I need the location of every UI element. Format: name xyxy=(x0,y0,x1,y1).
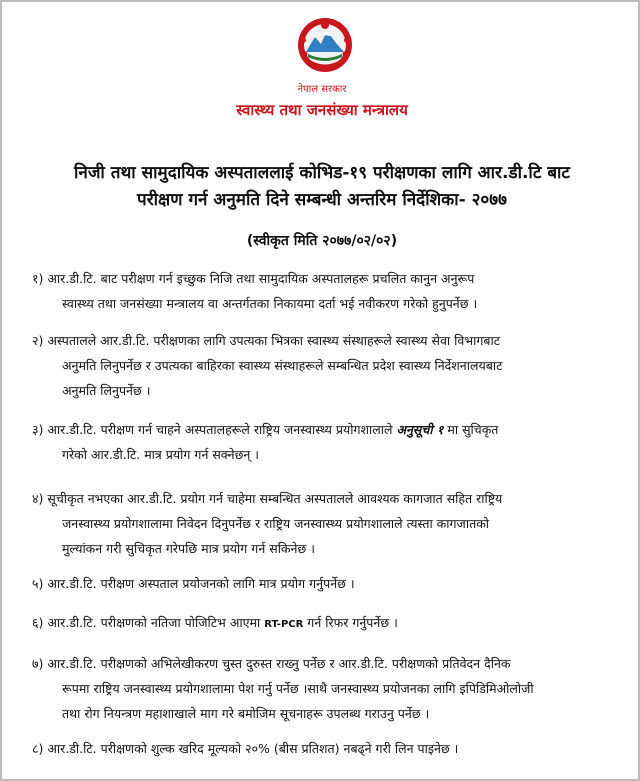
list-item-3 xyxy=(32,417,592,467)
list-item-number: २) xyxy=(32,333,44,348)
list-item-line xyxy=(32,486,592,511)
approved-date: (स्वीकृत मिति २०७७/०२/०२) xyxy=(246,233,398,249)
list-item-text: गरेको आर.डी.टि. मात्र प्रयोग गर्न सक्नेछन् । xyxy=(62,447,259,462)
list-item-text: जनस्वास्थ्य प्रयोगशालामा निवेदन दिनुपर्नेछ र राष्ट्रिय जनस्वास्थ्य प्रयोगशालाले त्यस्ता कागजातको xyxy=(62,516,490,531)
list-item-text: आर.डी.टि. परीक्षणको अभिलेखीकरण चुस्त दुरुस्त राख्नु पर्नेछ र आर.डी.टि. परीक्षणको प्रतिवेदन दैनिक xyxy=(47,656,511,671)
list-item-text: आर.डी.टि. परीक्षण अस्पताल प्रयोजनको लागि मात्र प्रयोग गर्नुपर्नेछ । xyxy=(47,576,355,591)
list-item-8 xyxy=(32,736,592,761)
document-title-line-2: परीक्षण गर्न अनुमति दिने सम्बन्धी अन्तरिम निर्देशिका- २०७७ xyxy=(137,190,507,210)
list-item-text: आर.डी.टि. परीक्षण गर्न चाहने अस्पतालहरूले राष्ट्रिय जनस्वास्थ्य प्रयोगशालाले xyxy=(47,422,397,437)
list-item-line xyxy=(32,328,592,353)
list-item-text: गर्न रिफर गर्नुपर्नेछ । xyxy=(303,615,398,630)
annex-reference: अनुसूची १ xyxy=(396,422,444,437)
list-item-text: मा सुचिकृत xyxy=(443,422,499,437)
list-item-number: ७) xyxy=(32,656,44,671)
list-item-text: सूचीकृत नभएका आर.डी.टि. प्रयोग गर्न चाहेमा सम्बन्धित अस्पतालले आवश्यक कागजात सहित राष्ट्रिय xyxy=(47,491,503,506)
document-title-line-1: निजी तथा सामुदायिक अस्पताललाई कोभिड-१९ परीक्षणका लागि आर.डी.टि बाट xyxy=(73,163,570,183)
nepal-emblem-icon xyxy=(296,16,354,74)
list-item-text: अनुमति लिनुपर्नेछ । xyxy=(62,383,151,398)
list-item-6 xyxy=(32,610,592,637)
list-item-line xyxy=(32,266,592,291)
list-item-text: अस्पतालले आर.डी.टि. परीक्षणका लागि उपत्यका भित्रका स्वास्थ्य संस्थाहरूले स्वास्थ्य सेवा विभागबाट xyxy=(47,333,501,348)
list-item-text: अनुमति लिनुपर्नेछ र उपत्यका बाहिरका स्वास्थ्य संस्थाहरूले सम्बन्धित प्रदेश स्वास्थ्य निर्देशनालयबाट xyxy=(62,358,503,373)
rt-pcr-label: RT-PCR xyxy=(264,619,304,630)
list-item-text: मुल्यांकन गरी सुचिकृत गरेपछि मात्र प्रयोग गर्न सकिनेछ । xyxy=(62,541,315,556)
ministry-heading: स्वास्थ्य तथा जनसंख्या मन्त्रालय xyxy=(236,101,408,119)
list-item-7 xyxy=(32,651,592,726)
list-item-text: आर.डी.टि. बाट परीक्षण गर्न इच्छुक निजि तथा सामुदायिक अस्पतालहरू प्रचलित कानुन अनुरूप xyxy=(47,271,475,286)
list-item-text: आर.डी.टि. परीक्षणको शुल्क खरिद मूल्यको २०% (बीस प्रतिशत) नबढ्ने गरी लिन पाइनेछ । xyxy=(47,741,459,756)
list-item-number: ८) xyxy=(32,741,44,756)
government-label: नेपाल सरकार xyxy=(297,84,347,95)
list-item-line xyxy=(32,571,592,596)
list-item-text: स्वास्थ्य तथा जनसंख्या मन्त्रालय वा अन्तर्गतका निकायमा दर्ता भई नवीकरण गरेको हुनुपर्नेछ । xyxy=(62,296,478,311)
list-item-number: १) xyxy=(32,271,44,286)
list-item-number: ३) xyxy=(32,422,44,437)
list-item-line xyxy=(32,610,592,637)
list-item-1 xyxy=(32,266,592,316)
list-item-line xyxy=(32,417,592,442)
list-item-line xyxy=(32,651,592,676)
list-item-number: ४) xyxy=(32,491,44,506)
list-item-line xyxy=(32,736,592,761)
list-item-2 xyxy=(32,328,592,403)
list-item-5 xyxy=(32,571,592,596)
list-item-number: ५) xyxy=(32,576,44,591)
list-item-4 xyxy=(32,486,592,561)
list-item-number: ६) xyxy=(32,615,44,630)
list-item-text: रूपमा राष्ट्रिय जनस्वास्थ्य प्रयोगशालामा पेश गर्नु पर्नेछ ।साथै जनस्वास्थ्य प्रयोजनका लागि इपिडिमिओलोजी xyxy=(62,681,534,696)
list-item-text: आर.डी.टि. परीक्षणको नतिजा पोजिटिभ आएमा xyxy=(47,615,265,630)
list-item-text: तथा रोग नियन्त्रण महाशाखाले माग गरे बमोजिम सूचनाहरू उपलब्ध गराउनु पर्नेछ । xyxy=(62,706,430,721)
